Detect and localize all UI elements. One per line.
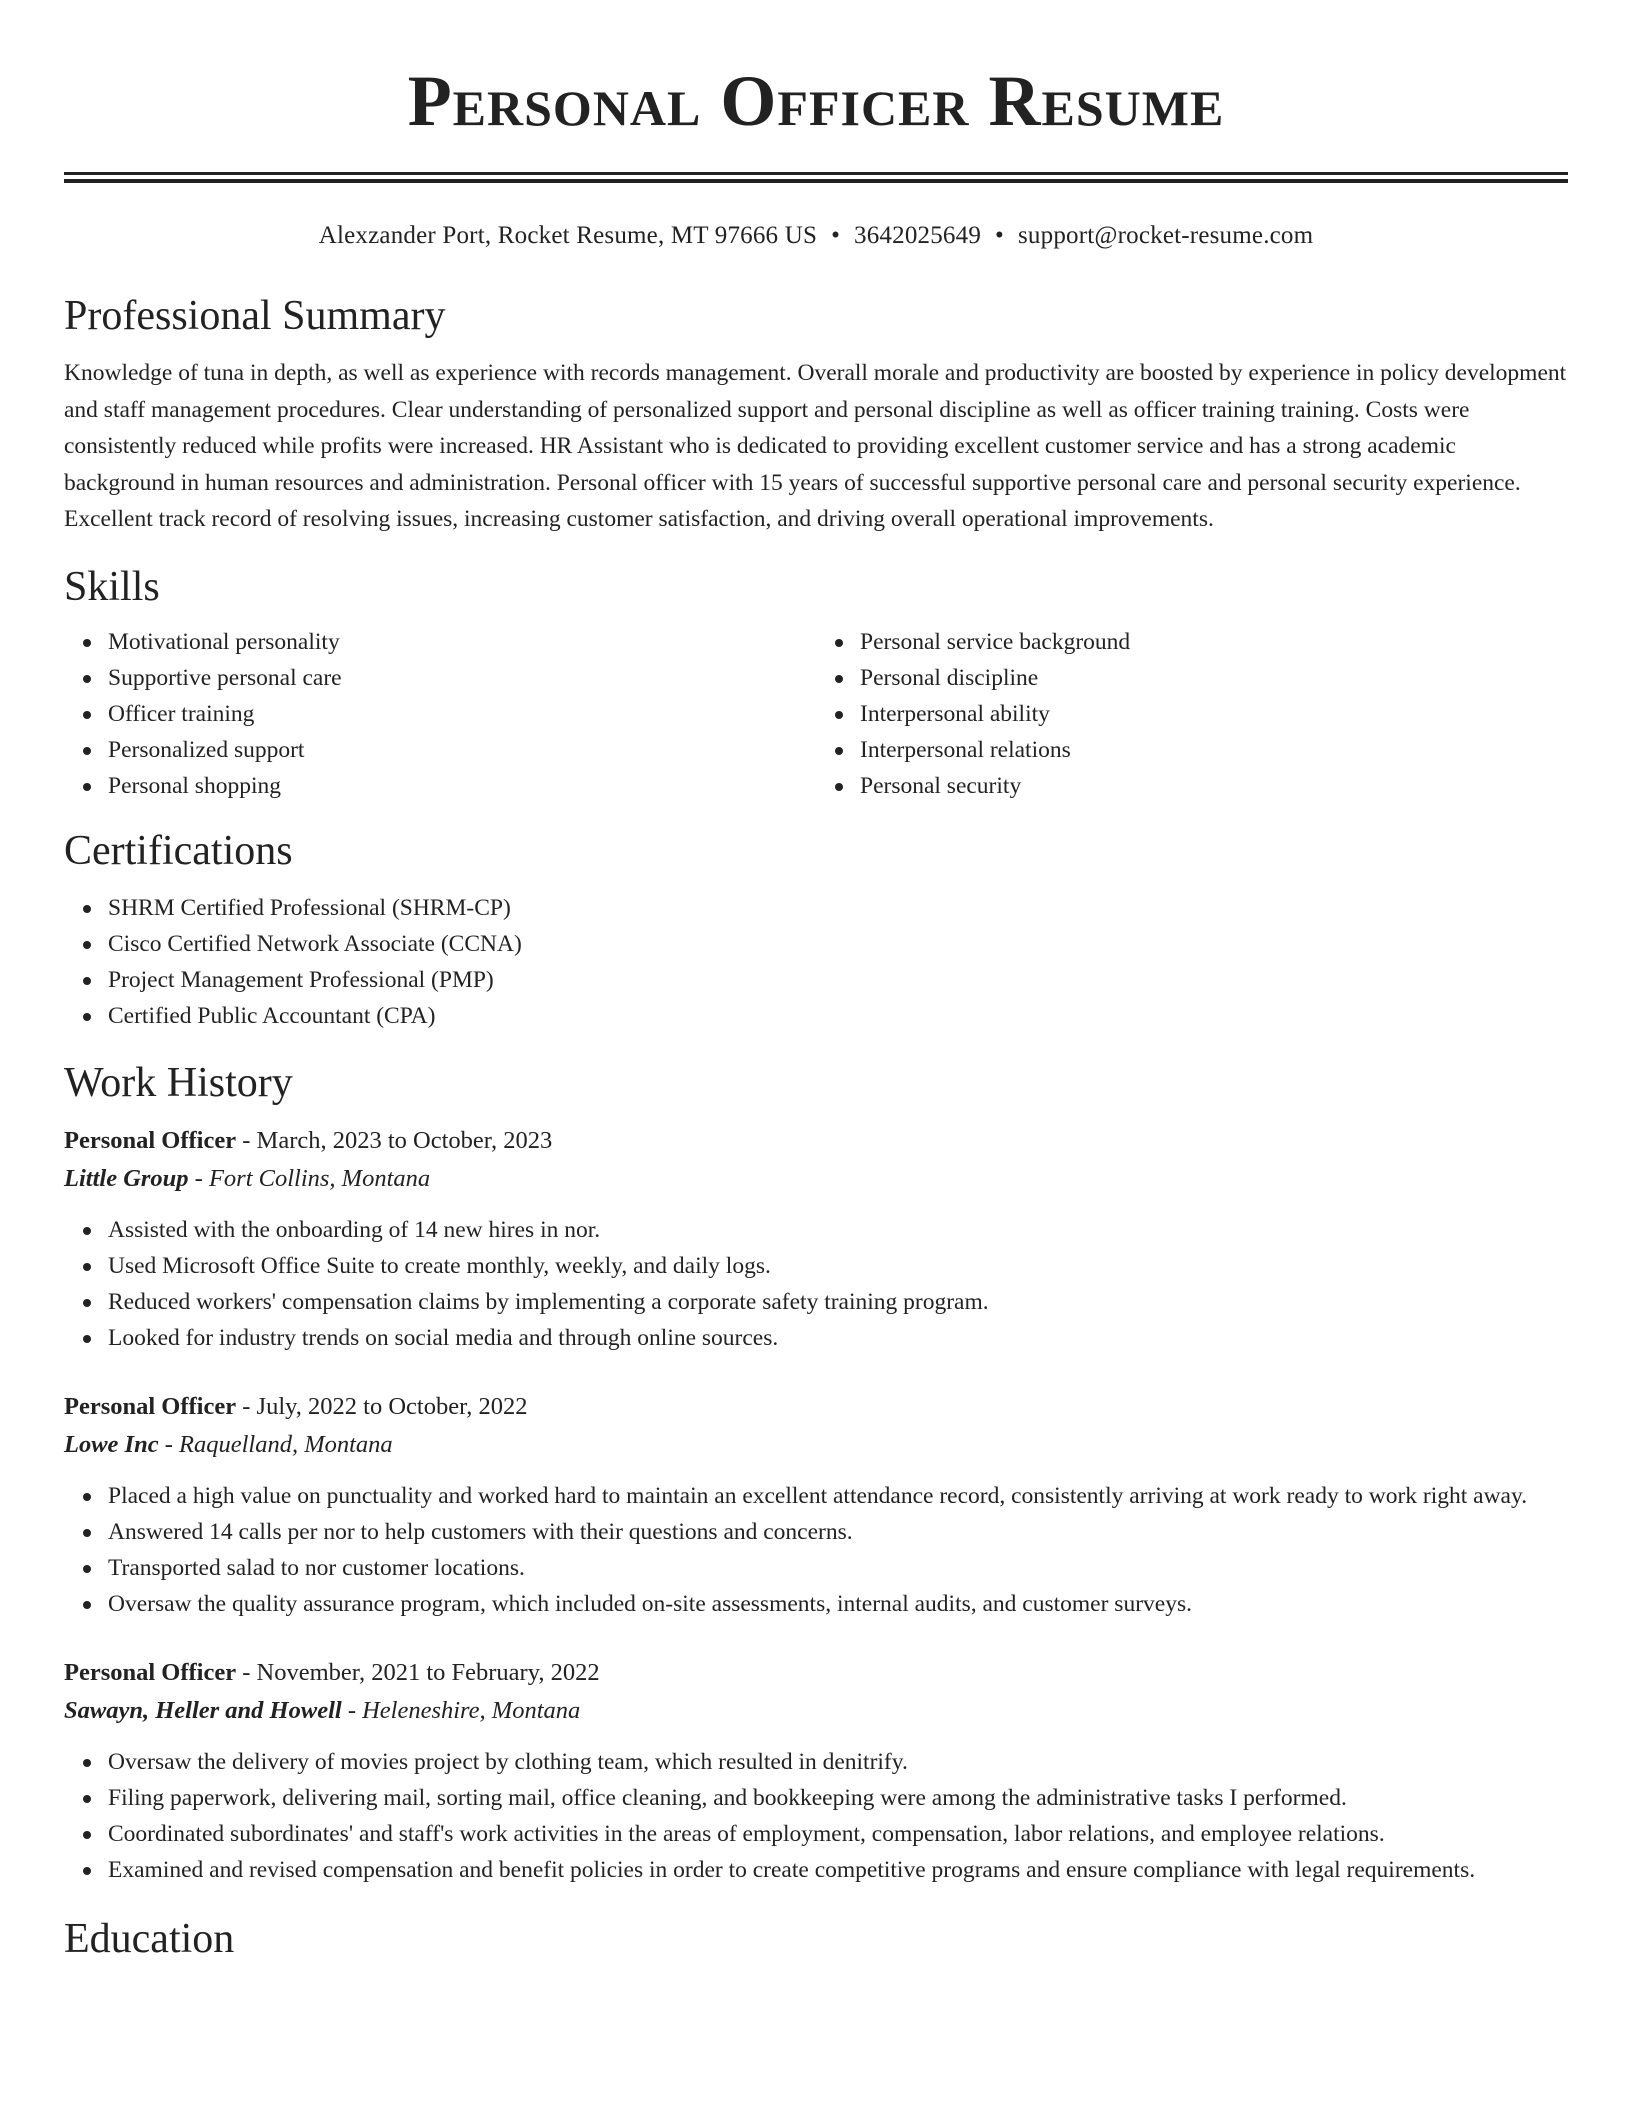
job-bullet: Oversaw the delivery of movies project by clothing team, which resulted in denitrify. xyxy=(108,1744,1568,1780)
job-company-line xyxy=(64,1692,1568,1730)
skill-item: Interpersonal ability xyxy=(860,696,1568,732)
job-bullet: Answered 14 calls per nor to help customers with their questions and concerns. xyxy=(108,1514,1568,1550)
job-company: Sawayn, Heller and Howell xyxy=(64,1696,342,1724)
job-bullet: Used Microsoft Office Suite to create monthly, weekly, and daily logs. xyxy=(108,1248,1568,1284)
job-title-line xyxy=(64,1122,1568,1160)
skills-columns xyxy=(64,624,1568,804)
skill-item: Personal security xyxy=(860,768,1568,804)
job-entry xyxy=(64,1654,1568,1888)
job-bullet: Coordinated subordinates' and staff's work activities in the areas of employment, compensation, labor relations, and employee relations. xyxy=(108,1816,1568,1852)
title-double-rule xyxy=(64,172,1568,183)
job-dates: - July, 2022 to October, 2022 xyxy=(236,1392,528,1420)
job-bullet: Oversaw the quality assurance program, which included on-site assessments, internal audits, and customer surveys. xyxy=(108,1586,1568,1622)
job-company: Little Group xyxy=(64,1164,189,1192)
job-bullets xyxy=(64,1744,1568,1888)
certification-item: Certified Public Accountant (CPA) xyxy=(108,998,1568,1034)
contact-separator: • xyxy=(995,222,1004,249)
job-bullet: Assisted with the onboarding of 14 new hires in nor. xyxy=(108,1212,1568,1248)
summary-text: Knowledge of tuna in depth, as well as experience with records management. Overall morale and productivity are boosted by experience in policy development and staff management procedures. Clear understanding of personalized support and personal discipline as well as officer training training. Costs were consistently reduced while profits were increased. HR Assistant who is dedicated to providing excellent customer service and has a strong academic background in human resources and administration. Personal officer with 15 years of successful supportive personal care and personal security experience. Excellent track record of resolving issues, increasing customer satisfaction, and driving overall operational improvements. xyxy=(64,360,1567,532)
job-location: - Fort Collins, Montana xyxy=(188,1164,431,1192)
job-bullet: Reduced workers' compensation claims by implementing a corporate safety training program. xyxy=(108,1284,1568,1320)
contact-line xyxy=(64,219,1568,253)
skill-item: Personal shopping xyxy=(108,768,816,804)
certification-item: Cisco Certified Network Associate (CCNA) xyxy=(108,926,1568,962)
job-title: Personal Officer xyxy=(64,1126,237,1154)
education-heading: Education xyxy=(64,1915,235,1962)
job-bullets xyxy=(64,1478,1568,1622)
job-title: Personal Officer xyxy=(64,1392,237,1420)
contact-separator: • xyxy=(831,222,841,249)
skill-item: Personalized support xyxy=(108,732,816,768)
skill-item: Personal discipline xyxy=(860,660,1568,696)
summary-heading: Professional Summary xyxy=(64,293,446,339)
job-title-line xyxy=(64,1654,1568,1692)
certifications-heading: Certifications xyxy=(64,827,293,874)
job-entry xyxy=(64,1122,1568,1356)
job-title-line xyxy=(64,1388,1568,1426)
resume-title: Personal Officer Resume xyxy=(407,61,1225,141)
job-company: Lowe Inc xyxy=(64,1430,159,1458)
job-company-line xyxy=(64,1160,1568,1198)
skill-item: Officer training xyxy=(108,696,816,732)
job-dates: - November, 2021 to February, 2022 xyxy=(236,1658,600,1686)
job-location: - Raquelland, Montana xyxy=(158,1430,393,1458)
job-entry xyxy=(64,1388,1568,1622)
certifications-list xyxy=(64,890,1568,1034)
skill-item: Supportive personal care xyxy=(108,660,816,696)
certification-item: SHRM Certified Professional (SHRM-CP) xyxy=(108,890,1568,926)
contact-email: support@rocket-resume.com xyxy=(1017,222,1314,249)
skill-item: Interpersonal relations xyxy=(860,732,1568,768)
job-bullets xyxy=(64,1212,1568,1356)
skills-heading: Skills xyxy=(64,563,160,610)
job-location: - Heleneshire, Montana xyxy=(341,1696,581,1724)
job-bullet: Transported salad to nor customer locations. xyxy=(108,1550,1568,1586)
skill-item: Motivational personality xyxy=(108,624,816,660)
job-bullet: Examined and revised compensation and benefit policies in order to create competitive programs and ensure compliance with legal requirements. xyxy=(108,1852,1568,1888)
job-dates: - March, 2023 to October, 2023 xyxy=(236,1126,553,1154)
job-bullet: Placed a high value on punctuality and worked hard to maintain an excellent attendance record, consistently arriving at work ready to work right away. xyxy=(108,1478,1568,1514)
skills-list-left xyxy=(64,624,816,804)
skill-item: Personal service background xyxy=(860,624,1568,660)
certification-item: Project Management Professional (PMP) xyxy=(108,962,1568,998)
job-bullet: Looked for industry trends on social media and through online sources. xyxy=(108,1320,1568,1356)
skills-list-right xyxy=(816,624,1568,804)
contact-address: Alexzander Port, Rocket Resume, MT 97666 US xyxy=(318,222,818,249)
work-history-heading: Work History xyxy=(64,1059,293,1106)
job-bullet: Filing paperwork, delivering mail, sorting mail, office cleaning, and bookkeeping were among the administrative tasks I performed. xyxy=(108,1780,1568,1816)
job-company-line xyxy=(64,1426,1568,1464)
contact-phone: 3642025649 xyxy=(854,222,982,249)
job-title: Personal Officer xyxy=(64,1658,237,1686)
